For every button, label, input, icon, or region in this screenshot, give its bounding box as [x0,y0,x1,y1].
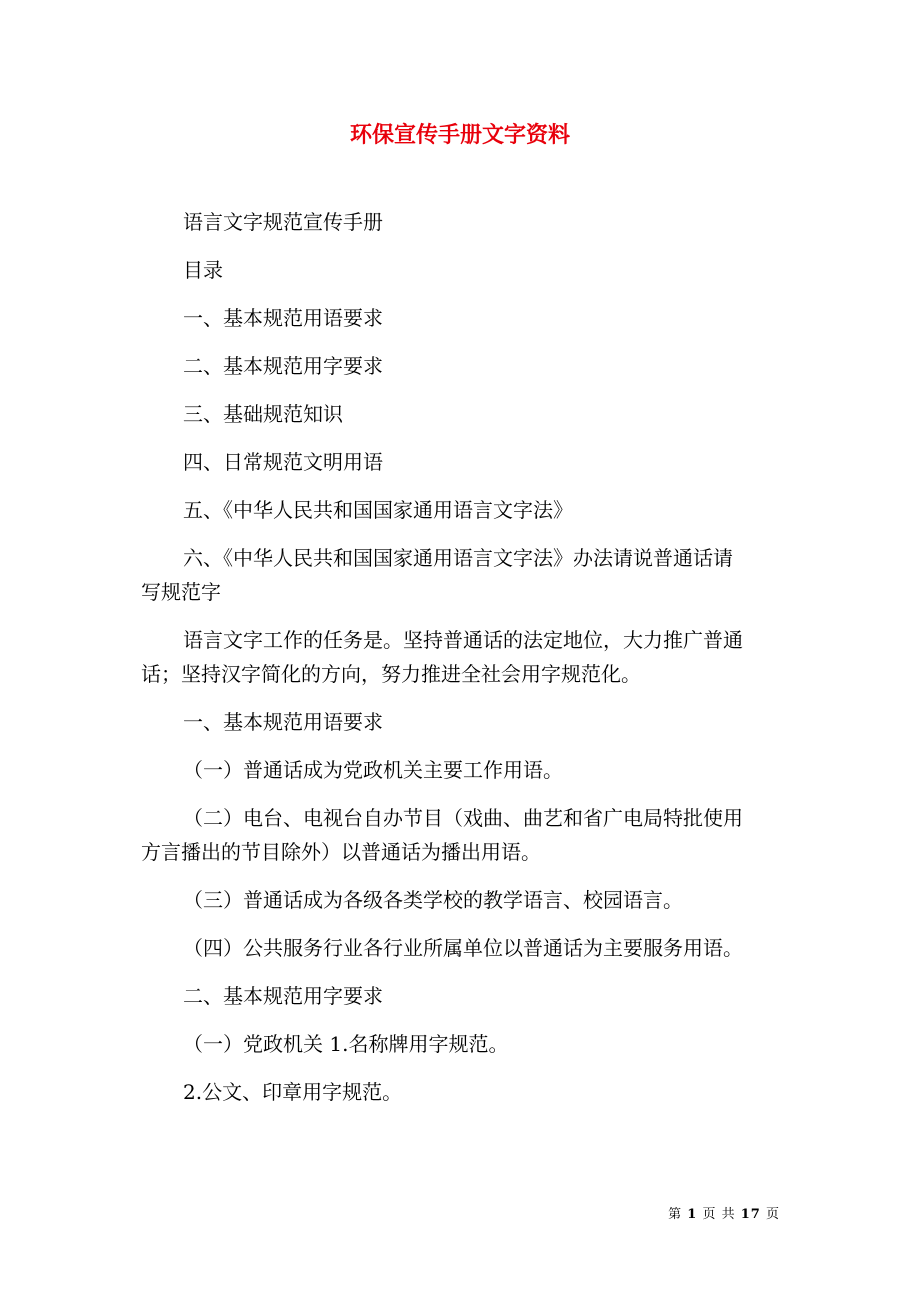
paragraph: 二、基本规范用字要求 [183,984,383,1008]
document-title: 环保宣传手册文字资料 [349,122,570,148]
paragraph: 目录 [183,258,223,282]
paragraph: （一）党政机关 1.名称牌用字规范。 [183,1032,509,1056]
page-number-footer [668,1206,780,1224]
current-page-number: 1 [687,1207,698,1222]
paragraph: 语言文字工作的任务是。坚持普通话的法定地位，大力推广普通 话；坚持汉字简化的方向，努力推进全社会用字规范化。 [141,628,743,686]
paragraph: 五、《中华人民共和国国家通用语言文字法》 [183,498,573,522]
paragraph: 三、基础规范知识 [183,402,343,426]
paragraph: 一、基本规范用语要求 [183,306,383,330]
footer-suffix: 页 [765,1207,780,1222]
paragraph: 语言文字规范宣传手册 [183,210,383,234]
paragraph: （四）公共服务行业各行业所属单位以普通话为主要服务用语。 [183,936,743,960]
paragraph: 四、日常规范文明用语 [183,450,383,474]
paragraph: 二、基本规范用字要求 [183,354,383,378]
footer-middle: 页 共 [702,1207,736,1222]
total-page-count: 17 [740,1207,761,1222]
paragraph: （二）电台、电视台自办节目（戏曲、曲艺和省广电局特批使用 方言播出的节目除外）以普通话为播出用语。 [141,806,743,864]
footer-prefix: 第 [668,1207,683,1222]
paragraph: （三）普通话成为各级各类学校的教学语言、校园语言。 [183,888,683,912]
paragraph: 一、基本规范用语要求 [183,710,383,734]
paragraph: 2.公文、印章用字规范。 [183,1080,403,1104]
paragraph: （一）普通话成为党政机关主要工作用语。 [183,758,563,782]
paragraph: 六、《中华人民共和国国家通用语言文字法》办法请说普通话请 写规范字 [141,546,733,604]
document-body [141,210,783,1128]
